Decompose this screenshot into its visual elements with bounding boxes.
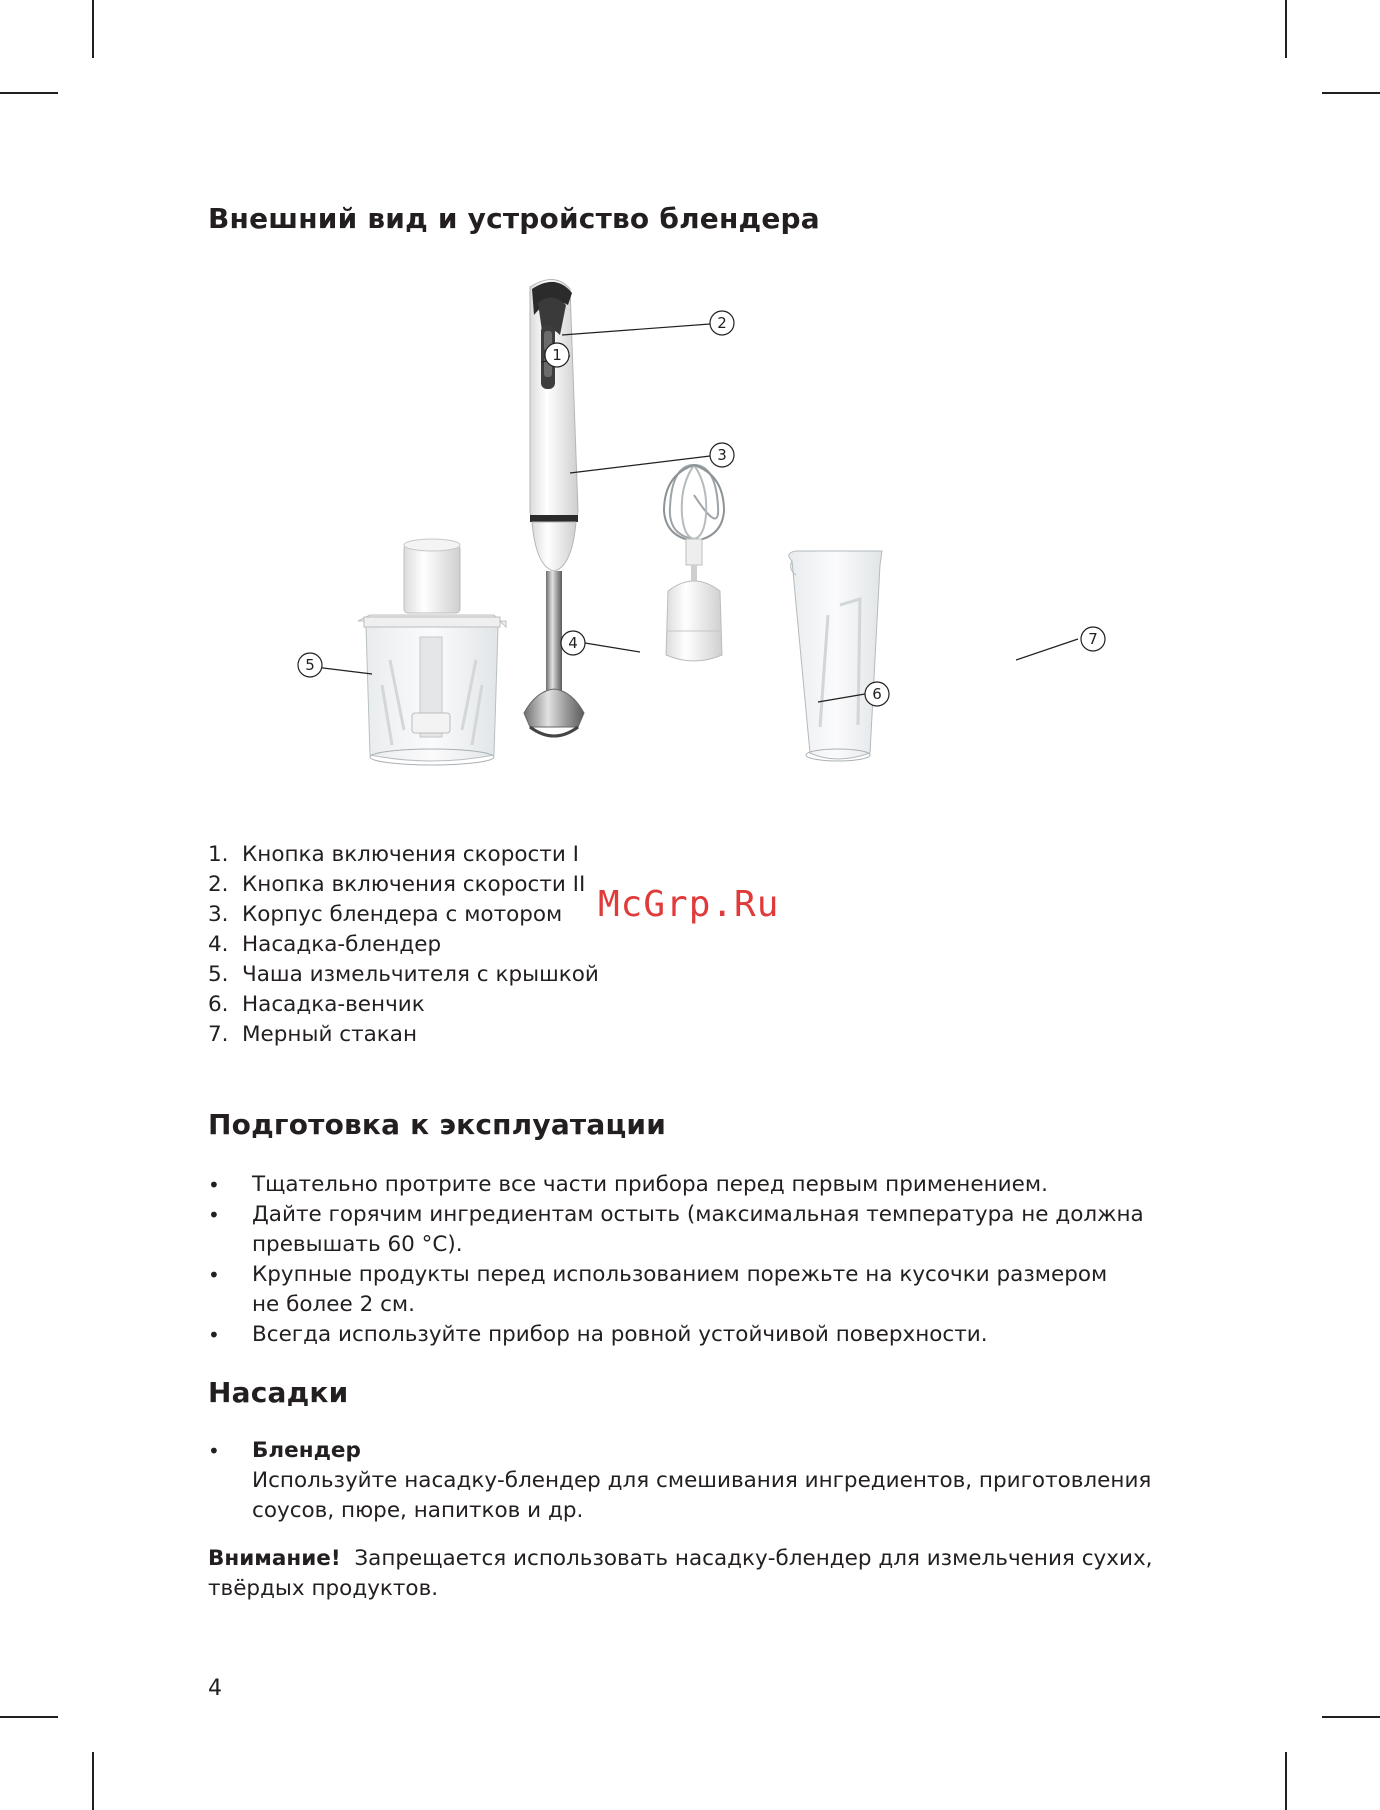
watermark: McGrp.Ru bbox=[598, 884, 780, 925]
list-item: • Блендер Используйте насадку-блендер для смешивания ингредиентов, приготовления соусов, пюре, напитков и др. bbox=[208, 1438, 1152, 1523]
crop-mark bbox=[1285, 0, 1287, 58]
crop-mark bbox=[0, 1716, 58, 1718]
parts-list bbox=[208, 840, 599, 1050]
blender-figure bbox=[280, 275, 1098, 805]
crop-mark bbox=[92, 1752, 94, 1810]
list-item: 1. Кнопка включения скорости I bbox=[208, 842, 580, 867]
warning-note: Внимание! Запрещается использовать насадку-блендер для измельчения сухих, твёрдых продуктов. bbox=[208, 1546, 1153, 1601]
crop-mark bbox=[1285, 1752, 1287, 1810]
svg-text:5: 5 bbox=[305, 656, 315, 674]
crop-mark bbox=[1322, 92, 1380, 94]
crop-mark bbox=[92, 0, 94, 58]
list-item: • Дайте горячим ингредиентам остыть (максимальная температура не должна превышать 60 °C). bbox=[208, 1202, 1144, 1257]
list-item: • Тщательно протрите все части прибора перед первым применением. bbox=[208, 1172, 1048, 1197]
crop-mark bbox=[1322, 1716, 1380, 1718]
callout-7 bbox=[1081, 627, 1105, 651]
whisk-illustration bbox=[664, 465, 724, 661]
callout-6 bbox=[865, 682, 889, 706]
warning-label: Внимание! bbox=[208, 1546, 341, 1571]
section-title-preparation: Подготовка к эксплуатации bbox=[208, 1108, 667, 1141]
callout-3 bbox=[710, 443, 734, 467]
attachments-list bbox=[208, 1436, 1208, 1526]
page-number: 4 bbox=[208, 1676, 222, 1701]
preparation-list bbox=[208, 1170, 1208, 1350]
list-item: 3. Корпус блендера с мотором bbox=[208, 902, 563, 927]
callout-4 bbox=[561, 631, 585, 655]
chopper-bowl-illustration bbox=[358, 539, 506, 765]
svg-text:3: 3 bbox=[717, 446, 727, 464]
list-item: 5. Чаша измельчителя с крышкой bbox=[208, 962, 599, 987]
list-item: • Всегда используйте прибор на ровной устойчивой поверхности. bbox=[208, 1322, 988, 1347]
svg-text:4: 4 bbox=[568, 634, 578, 652]
svg-text:6: 6 bbox=[872, 685, 882, 703]
svg-text:2: 2 bbox=[717, 314, 727, 332]
crop-mark bbox=[0, 92, 58, 94]
list-item: 6. Насадка-венчик bbox=[208, 992, 425, 1017]
list-item: 4. Насадка-блендер bbox=[208, 932, 442, 957]
list-item: • Крупные продукты перед использованием порежьте на кусочки размером не более 2 см. bbox=[208, 1262, 1108, 1317]
section-title-appearance: Внешний вид и устройство блендера bbox=[208, 202, 820, 235]
section-title-attachments: Насадки bbox=[208, 1376, 349, 1409]
callout-2 bbox=[710, 311, 734, 335]
list-item: 7. Мерный стакан bbox=[208, 1022, 418, 1047]
list-item: 2. Кнопка включения скорости II bbox=[208, 872, 586, 897]
callout-1 bbox=[545, 343, 569, 367]
svg-text:1: 1 bbox=[552, 346, 562, 364]
callout-5 bbox=[298, 653, 322, 677]
svg-text:7: 7 bbox=[1088, 630, 1098, 648]
measuring-cup-illustration bbox=[789, 551, 882, 761]
attachment-title: Блендер bbox=[252, 1438, 361, 1463]
